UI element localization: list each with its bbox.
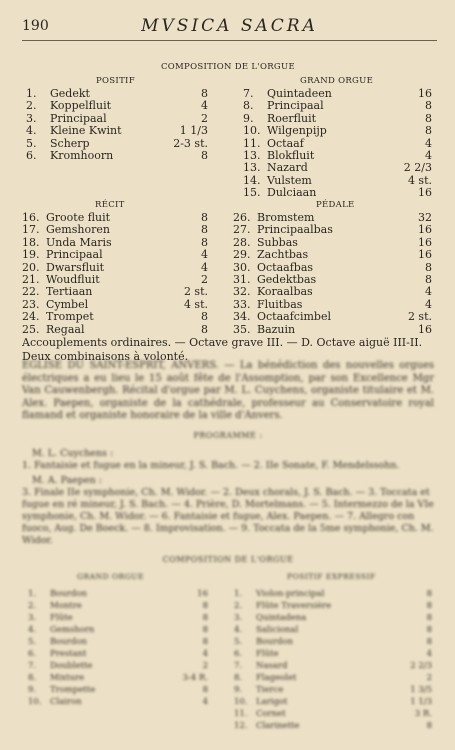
stop-value: 4 (202, 696, 208, 707)
stop-row (234, 696, 432, 708)
stop-value: 32 (418, 211, 432, 224)
stop-name: Nazard (267, 161, 308, 175)
stop-value: 16 (197, 588, 208, 599)
stop-name: Quintadeen (267, 87, 332, 100)
stop-number: 18. (22, 235, 40, 249)
stop-number: 2. (28, 600, 37, 611)
stop-value: 16 (418, 186, 432, 200)
stop-number: 4. (28, 624, 37, 635)
stop-number: 3. (26, 111, 37, 125)
stop-value: 8 (202, 612, 208, 623)
stop-row (28, 648, 208, 660)
stop-number: 5. (234, 636, 243, 647)
stop-row (234, 636, 432, 648)
stop-name: Flûte (256, 648, 279, 659)
stop-row (243, 125, 432, 137)
stop-number: 19. (22, 248, 40, 262)
stop-number: 28. (233, 235, 251, 249)
stop-number: 10. (243, 124, 261, 138)
stop-name: Quintadena (256, 612, 307, 623)
stop-name: Clarinette (256, 720, 300, 731)
stop-value: 2 (201, 111, 208, 125)
stop-row (234, 684, 432, 696)
stop-number: 16. (22, 211, 40, 224)
stop-number: 35. (233, 322, 251, 336)
pedale-stop-list (233, 212, 432, 336)
stop-name: Violon-principal (256, 588, 325, 599)
stop-number: 15. (243, 186, 261, 200)
stop-number: 33. (233, 297, 251, 311)
stop-row (26, 100, 208, 112)
stop-name: Principaalbas (257, 223, 333, 237)
stop-row (28, 636, 208, 648)
stop-row (233, 249, 432, 261)
stop-value: 4 (425, 297, 432, 311)
stop-number: 24. (22, 310, 40, 324)
stop-name: Fluitbas (257, 297, 303, 311)
stop-value: 4 (425, 285, 432, 299)
lower-left-heading: GRAND ORGUE (77, 571, 145, 581)
stop-value: 8 (425, 111, 432, 125)
stop-name: Octaafcimbel (257, 310, 331, 324)
stop-value: 3-4 R. (182, 672, 208, 683)
stop-value: 1 3/5 (410, 684, 432, 695)
stop-value: 8 (426, 624, 432, 635)
stop-value: 8 (426, 600, 432, 611)
stop-value: 16 (418, 235, 432, 249)
stop-value: 4 (201, 260, 208, 274)
stop-row (28, 612, 208, 624)
performer-2: M. A. Paepen : (32, 474, 102, 486)
stop-value: 4 (201, 99, 208, 113)
stop-value: 8 (426, 720, 432, 731)
positif-stop-list (26, 88, 208, 162)
stop-value: 8 (426, 612, 432, 623)
stop-value: 4 (201, 248, 208, 262)
stop-row (243, 187, 432, 199)
stop-row (234, 588, 432, 600)
stop-name: Trompet (46, 310, 94, 324)
stop-name: Octaafbas (257, 260, 314, 274)
stop-name: Dwarsfluit (46, 260, 105, 274)
stop-value: 16 (418, 223, 432, 237)
stop-number: 31. (233, 272, 251, 286)
stop-row (233, 324, 432, 336)
stop-row (243, 100, 432, 112)
stop-number: 10. (28, 696, 42, 707)
stop-row (28, 624, 208, 636)
stop-number: 25. (22, 322, 40, 336)
stop-value: 2 st. (183, 285, 208, 299)
stop-number: 23. (22, 297, 40, 311)
stop-number: 10. (234, 696, 248, 707)
stop-value: 8 (201, 148, 208, 162)
stop-number: 1. (234, 588, 243, 599)
stop-name: Montre (50, 600, 82, 611)
stop-value: 8 (201, 87, 208, 100)
stop-number: 2. (234, 600, 243, 611)
stop-value: 2 (426, 672, 432, 683)
grand-orgue-heading: GRAND ORGUE (300, 76, 374, 86)
stop-row (28, 600, 208, 612)
stop-name: Gemshorn (50, 624, 95, 635)
recit-stop-list (22, 212, 208, 336)
stop-name: Principaal (267, 99, 324, 113)
stop-name: Blokfluit (267, 148, 315, 162)
stop-row (22, 224, 208, 236)
stop-number: 17. (22, 223, 40, 237)
lower-composition-heading: COMPOSITION DE L'ORGUE (162, 554, 294, 564)
stop-value: 8 (201, 235, 208, 249)
stop-name: Nasard (256, 660, 288, 671)
stop-name: Bazuin (257, 322, 296, 336)
stop-number: 13. (243, 148, 261, 162)
stop-name: Bromstem (257, 211, 315, 224)
stop-number: 11. (243, 136, 261, 150)
stop-value: 2 (201, 272, 208, 286)
stop-name: Flûte (50, 612, 73, 623)
stop-number: 12. (234, 720, 248, 731)
stop-number: 32. (233, 285, 251, 299)
stop-number: 7. (243, 87, 254, 100)
stop-name: Cymbel (46, 297, 89, 311)
stop-value: 4 (202, 648, 208, 659)
stop-number: 4. (234, 624, 243, 635)
stop-name: Koraalbas (257, 285, 313, 299)
stop-value: 16 (418, 87, 432, 100)
programme-line-1: 1. Fantaisie et fugue en la mineur, J. S. Bach. — 2. IIe Sonate, F. Mendelssohn. (22, 459, 400, 471)
pedale-heading: PÉDALE (316, 200, 355, 210)
stop-row (22, 249, 208, 261)
stop-value: 8 (201, 322, 208, 336)
stop-value: 4 (426, 648, 432, 659)
stop-row (233, 311, 432, 323)
stop-name: Scherp (50, 136, 90, 150)
stop-value: 3 R. (414, 708, 432, 719)
stop-name: Principaal (46, 248, 103, 262)
stop-value: 16 (418, 322, 432, 336)
stop-name: Bourdon (50, 588, 87, 599)
stop-row (26, 150, 208, 162)
stop-value: 4 (425, 148, 432, 162)
page-header (22, 14, 437, 41)
stop-number: 2. (26, 99, 37, 113)
stop-value: 8 (426, 636, 432, 647)
stop-name: Zachtbas (257, 248, 309, 262)
stop-row (28, 660, 208, 672)
stop-value: 16 (418, 248, 432, 262)
programme-heading: PROGRAMME : (193, 430, 263, 440)
stop-number: 9. (234, 684, 243, 695)
stop-row (234, 720, 432, 732)
stop-row (26, 125, 208, 137)
stop-number: 4. (26, 124, 37, 138)
stop-name: Kleine Kwint (50, 124, 122, 138)
stop-name: Larigot (256, 696, 288, 707)
stop-name: Bourdon (50, 636, 87, 647)
stop-name: Gemshoren (46, 223, 110, 237)
recit-heading: RÉCIT (95, 200, 125, 210)
stop-value: 2 2/3 (410, 660, 432, 671)
stop-name: Cornet (256, 708, 286, 719)
stop-row (234, 672, 432, 684)
stop-row (234, 660, 432, 672)
stop-number: 26. (233, 211, 251, 224)
blurred-lower-section (22, 360, 434, 740)
stop-number: 6. (26, 148, 37, 162)
stop-value: 8 (201, 211, 208, 224)
stop-number: 29. (233, 248, 251, 262)
stop-row (28, 672, 208, 684)
stop-value: 2 2/3 (403, 161, 432, 175)
stop-value: 8 (425, 260, 432, 274)
stop-name: Vulstem (267, 173, 312, 187)
stop-name: Roerfluit (267, 111, 317, 125)
stop-number: 21. (22, 272, 40, 286)
stop-number: 8. (243, 99, 254, 113)
stop-name: Koppelfluit (50, 99, 112, 113)
church-paragraph: ÉGLISE DU SAINT-ESPRIT, ANVERS. — La bénédiction des nouvelles orgues électriques a eu lieu le 15 août fête de l'Assomption, par son Excellence Mgr Van Cauwenbergh. Récital d'orgue par M. L. Cuychens, organiste titulaire et M. Alex. Paepen, organiste de la cathédrale, professeur au Conservatoire royal flamand et organiste honoraire de la ville d'Anvers. (22, 360, 434, 421)
stop-row (28, 684, 208, 696)
stop-number: 7. (28, 660, 37, 671)
stop-row (22, 324, 208, 336)
stop-number: 5. (28, 636, 37, 647)
stop-number: 8. (28, 672, 37, 683)
stop-name: Flageolet (256, 672, 297, 683)
stop-name: Octaaf (267, 136, 304, 150)
stop-value: 8 (425, 272, 432, 286)
stop-number: 9. (243, 111, 254, 125)
stop-row (28, 696, 208, 708)
performer-1: M. L. Cuychens : (32, 447, 114, 459)
stop-name: Tertiaan (46, 285, 93, 299)
stop-value: 8 (202, 684, 208, 695)
stop-number: 22. (22, 285, 40, 299)
stop-value: 8 (426, 588, 432, 599)
stop-value: 8 (201, 223, 208, 237)
stop-row (234, 708, 432, 720)
composition-title: COMPOSITION DE L'ORGUE (160, 62, 295, 72)
stop-number: 3. (28, 612, 37, 623)
stop-value: 8 (202, 600, 208, 611)
stop-value: 2-3 st. (173, 136, 208, 150)
stop-value: 4 (425, 136, 432, 150)
stop-number: 9. (28, 684, 37, 695)
stop-value: 2 st. (407, 310, 432, 324)
stop-name: Gedektbas (257, 272, 317, 286)
stop-name: Unda Maris (46, 235, 112, 249)
grand-orgue-stop-list (243, 88, 432, 200)
positif-heading: POSITIF (96, 76, 135, 86)
stop-number: 11. (234, 708, 248, 719)
couplers-paragraph: Accouplements ordinaires. — Octave grave III. — D. Octave aiguë III-II. Deux combinaisons à volonté. (22, 336, 423, 363)
stop-name: Woudfluit (46, 272, 100, 286)
stop-value: 2 (202, 660, 208, 671)
stop-row (22, 311, 208, 323)
lower-right-heading: POSITIF EXPRESSIF (287, 571, 376, 581)
stop-name: Kromhoorn (50, 148, 114, 162)
stop-name: Gedekt (50, 87, 90, 100)
stop-row (243, 162, 432, 174)
stop-row (22, 286, 208, 298)
page-number: 190 (22, 18, 49, 34)
stop-value: 8 (202, 636, 208, 647)
stop-name: Subbas (257, 235, 298, 249)
stop-name: Tierce (256, 684, 284, 695)
lower-left-stop-list (28, 588, 208, 708)
stop-row (28, 588, 208, 600)
stop-name: Prestant (50, 648, 87, 659)
stop-number: 6. (28, 648, 37, 659)
stop-number: 7. (234, 660, 243, 671)
stop-name: Wilgenpijp (267, 124, 327, 138)
running-title: MVSICA SACRA (141, 16, 318, 36)
stop-number: 14. (243, 173, 261, 187)
stop-number: 20. (22, 260, 40, 274)
stop-number: 5. (26, 136, 37, 150)
stop-value: 8 (202, 624, 208, 635)
stop-name: Dulciaan (267, 186, 317, 200)
stop-number: 13. (243, 161, 261, 175)
stop-value: 8 (425, 99, 432, 113)
stop-number: 27. (233, 223, 251, 237)
stop-name: Regaal (46, 322, 85, 336)
organ-composition-section (22, 62, 434, 72)
stop-row (233, 224, 432, 236)
stop-number: 6. (234, 648, 243, 659)
stop-number: 3. (234, 612, 243, 623)
stop-name: Flûte Traversière (256, 600, 332, 611)
stop-value: 4 st. (183, 297, 208, 311)
stop-name: Groote fluit (46, 211, 111, 224)
stop-name: Bourdon (256, 636, 293, 647)
stop-name: Salicional (256, 624, 299, 635)
stop-number: 30. (233, 260, 251, 274)
programme-line-2: 3. Finale IIe symphonie, Ch. M. Widor. — 2. Deux chorals, J. S. Bach. — 3. Toccata et fugue en ré mineur, J. S. Bach. — 4. Prière, D. Mortelmans. — 5. Intermezzo de la VIe symphonie, Ch. M. Widor. — 6. Fantaisie et fugue, Alex. Paepen. — 7. Allegro con fuoco, Aug. De Boeck. — 8. Improvisation. — 9. Toccata de la 5me symphonie, Ch. M. Widor. (22, 486, 434, 546)
stop-value: 1 1/3 (410, 696, 432, 707)
stop-number: 8. (234, 672, 243, 683)
stop-name: Mixture (50, 672, 85, 683)
stop-row (234, 624, 432, 636)
stop-name: Clairon (50, 696, 82, 707)
stop-number: 1. (26, 87, 37, 100)
stop-number: 34. (233, 310, 251, 324)
lower-right-stop-list (234, 588, 432, 732)
stop-number: 1. (28, 588, 37, 599)
stop-name: Doublette (50, 660, 93, 671)
stop-value: 1 1/3 (179, 124, 208, 138)
stop-row (234, 600, 432, 612)
stop-value: 8 (201, 310, 208, 324)
stop-name: Trompette (50, 684, 96, 695)
stop-value: 8 (425, 124, 432, 138)
stop-row (234, 648, 432, 660)
stop-row (233, 286, 432, 298)
stop-value: 4 st. (407, 173, 432, 187)
stop-row (234, 612, 432, 624)
stop-name: Principaal (50, 111, 107, 125)
